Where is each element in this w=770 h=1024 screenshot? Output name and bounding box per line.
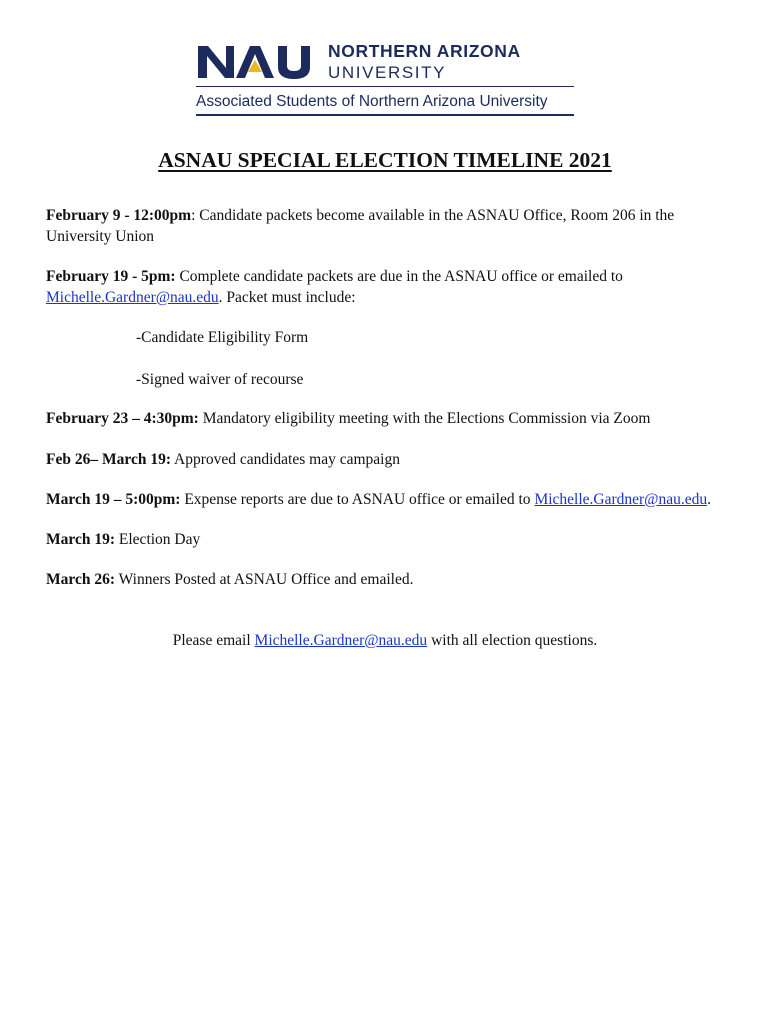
timeline-date: Feb 26– March 19: (46, 451, 171, 468)
timeline-separator: : (191, 207, 196, 224)
timeline-text: Election Day (115, 531, 201, 548)
timeline-item (46, 449, 726, 470)
timeline-text: Complete candidate packets are due in the ASNAU office or emailed to (175, 268, 623, 285)
requirement-item: -Candidate Eligibility Form (136, 329, 309, 346)
university-name-line2: UNIVERSITY (328, 62, 447, 82)
timeline-date: February 23 – 4:30pm: (46, 410, 199, 427)
timeline-text: Winners Posted at ASNAU Office and emailed. (115, 571, 414, 588)
header-underline (196, 114, 574, 116)
timeline-text: Approved candidates may campaign (170, 451, 400, 468)
timeline-text: Mandatory eligibility meeting with the Elections Commission via Zoom (198, 410, 651, 427)
timeline-date: March 19: (46, 531, 116, 548)
university-name-line1: NORTHERN ARIZONA (328, 41, 521, 61)
timeline-item (46, 569, 726, 590)
letterhead (196, 42, 576, 118)
timeline-item (46, 529, 726, 550)
email-link[interactable]: Michelle.Gardner@nau.edu (254, 632, 428, 649)
header-divider (196, 86, 574, 87)
closing-text: Please email (172, 632, 255, 649)
email-link[interactable]: Michelle.Gardner@nau.edu (46, 289, 219, 306)
timeline-item (46, 408, 726, 429)
timeline-text-after: . (707, 491, 711, 508)
timeline-date: March 19 – 5:00pm: (46, 491, 181, 508)
timeline-text: Candidate packets become available in the ASNAU Office, Room 206 in the University Union (46, 207, 675, 245)
closing-text-after: with all election questions. (427, 632, 598, 649)
page-title: ASNAU SPECIAL ELECTION TIMELINE 2021 (158, 148, 612, 172)
timeline-date: February 9 - 12:00pm (46, 207, 192, 224)
association-name: Associated Students of Northern Arizona University (196, 93, 548, 110)
requirement-item: -Signed waiver of recourse (136, 371, 304, 388)
closing-note (0, 630, 770, 651)
timeline-text-after: . Packet must include: (218, 289, 356, 306)
timeline-date: March 26: (46, 571, 116, 588)
timeline-body (46, 205, 726, 651)
nau-logo-icon (196, 42, 322, 82)
timeline-item (46, 205, 726, 247)
timeline-text: Expense reports are due to ASNAU office or emailed to (180, 491, 535, 508)
email-link[interactable]: Michelle.Gardner@nau.edu (534, 491, 708, 508)
university-name (328, 43, 521, 81)
timeline-date: February 19 - 5pm: (46, 268, 176, 285)
timeline-item (46, 266, 726, 308)
timeline-item (46, 489, 726, 510)
